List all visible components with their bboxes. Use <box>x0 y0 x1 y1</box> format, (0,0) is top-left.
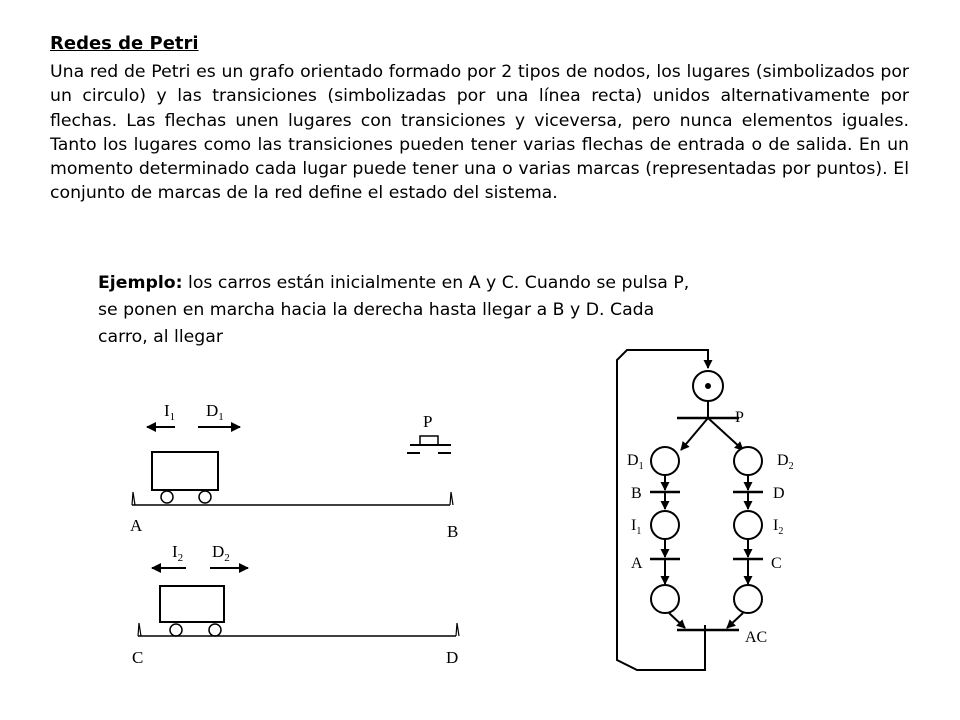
transition-label-d: D <box>773 485 785 502</box>
wheel <box>199 491 211 503</box>
label-i2: $I_2$ <box>172 542 184 564</box>
label-i1: $I_1$ <box>164 401 176 423</box>
transition-label-b: B <box>631 485 642 502</box>
carts-diagram <box>120 400 480 670</box>
example-line-3: carro, al llegar <box>98 327 223 347</box>
place-label-d2: $D_2$ <box>777 452 794 472</box>
label-c: C <box>132 648 144 667</box>
example-label: Ejemplo: <box>98 273 183 293</box>
wheel <box>209 624 221 636</box>
place-label-i2: $I_2$ <box>773 517 784 537</box>
example-text <box>98 270 748 351</box>
place-i1 <box>651 511 679 539</box>
transition-label-p: P <box>735 409 744 426</box>
place-label-d1: $D_1$ <box>627 452 644 472</box>
transition-label-ac: AC <box>745 629 768 646</box>
cart-bottom <box>160 586 224 622</box>
place-d1 <box>651 447 679 475</box>
transition-label-a: A <box>631 555 643 572</box>
label-d1: $D_1$ <box>206 401 224 423</box>
example-line-1: los carros están inicialmente en A y C. Cuando se pulsa P, <box>182 273 690 293</box>
label-b: B <box>447 522 459 541</box>
label-d: D <box>446 648 459 667</box>
push-button-icon <box>407 436 451 453</box>
place-bottom-left <box>651 585 679 613</box>
wheel <box>161 491 173 503</box>
label-p: P <box>423 412 433 431</box>
example-line-2: se ponen en marcha hacia la derecha hasta llegar a B y D. Cada <box>98 300 655 320</box>
place-bottom-right <box>734 585 762 613</box>
wheel <box>170 624 182 636</box>
definition-paragraph: Una red de Petri es un grafo orientado formado por 2 tipos de nodos, los lugares (simbolizados por un circulo) y las transiciones (simbolizadas por una línea recta) unidos alternativamente por flechas. Las flechas unen lugares con transiciones y viceversa, pero nunca elementos iguales. Tanto los lugares como las transiciones pueden tener varias flechas de entrada o de salida. En un momento determinado cada lugar puede tener una o varias marcas (representadas por puntos). El conjunto de marcas de la red define el estado del sistema. <box>50 62 909 204</box>
place-label-i1: $I_1$ <box>631 517 642 537</box>
label-d2: $D_2$ <box>212 542 230 564</box>
cart-top <box>152 452 218 490</box>
label-a: A <box>130 516 143 535</box>
page-title: Redes de Petri <box>50 33 199 54</box>
petri-net-diagram <box>595 340 825 680</box>
token-dot <box>705 383 711 389</box>
transition-label-c: C <box>771 555 782 572</box>
feedback-arc <box>617 350 708 670</box>
place-i2 <box>734 511 762 539</box>
place-d2 <box>734 447 762 475</box>
